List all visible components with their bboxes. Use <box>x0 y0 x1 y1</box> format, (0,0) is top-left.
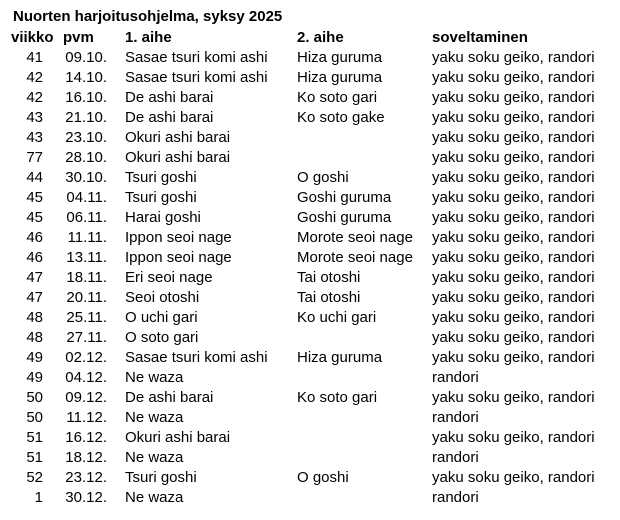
cell-week: 51 <box>26 429 43 446</box>
cell-date: 16.12. <box>65 429 107 446</box>
cell-topic2: Hiza guruma <box>297 69 383 86</box>
cell-date: 27.11. <box>66 329 107 346</box>
table-row <box>0 308 612 328</box>
cell-topic2 <box>287 368 422 388</box>
cell-topic2: Goshi guruma <box>297 189 392 206</box>
cell-topic1: Seoi otoshi <box>125 289 200 306</box>
cell-date: 30.10. <box>65 169 107 186</box>
cell-topic2: Ko soto gari <box>297 389 378 406</box>
cell-topic2 <box>287 148 422 168</box>
cell-topic1: O soto gari <box>125 329 199 346</box>
cell-topic1: Okuri ashi barai <box>125 149 231 166</box>
cell-week: 45 <box>26 189 43 206</box>
table-row <box>0 368 612 388</box>
cell-topic2 <box>287 408 422 428</box>
cell-topic1: Sasae tsuri komi ashi <box>125 69 268 86</box>
cell-date: 06.11. <box>66 209 107 226</box>
cell-application: yaku soku geiko, randori <box>432 329 595 346</box>
cell-application: yaku soku geiko, randori <box>432 189 595 206</box>
cell-date: 09.10. <box>65 49 107 66</box>
column-header-week: viikko <box>11 29 54 46</box>
cell-topic1: Ne waza <box>125 449 184 466</box>
cell-application: yaku soku geiko, randori <box>432 129 595 146</box>
cell-date: 04.12. <box>65 369 107 386</box>
cell-week: 77 <box>26 149 43 166</box>
cell-topic2: Goshi guruma <box>297 209 392 226</box>
cell-application: yaku soku geiko, randori <box>432 169 595 186</box>
table-row <box>0 68 612 88</box>
cell-date: 02.12. <box>65 349 107 366</box>
cell-topic2 <box>287 448 422 468</box>
cell-application: randori <box>432 449 479 466</box>
cell-topic1: Tsuri goshi <box>125 189 197 206</box>
cell-application: yaku soku geiko, randori <box>432 49 595 66</box>
cell-date: 09.12. <box>65 389 107 406</box>
column-header-date: pvm <box>63 29 94 46</box>
table-row <box>0 408 612 428</box>
cell-week: 46 <box>26 249 43 266</box>
cell-date: 21.10. <box>65 109 107 126</box>
table-row <box>0 208 612 228</box>
cell-topic2: Morote seoi nage <box>297 229 413 246</box>
table-row <box>0 268 612 288</box>
cell-topic1: Ne waza <box>125 369 184 386</box>
cell-topic2: Hiza guruma <box>297 349 383 366</box>
cell-application: yaku soku geiko, randori <box>432 229 595 246</box>
cell-date: 14.10. <box>65 69 107 86</box>
table-row <box>0 48 612 68</box>
table-row <box>0 448 612 468</box>
cell-date: 11.12. <box>66 409 107 426</box>
cell-week: 45 <box>26 209 43 226</box>
cell-topic1: Sasae tsuri komi ashi <box>125 349 268 366</box>
cell-topic1: Sasae tsuri komi ashi <box>125 49 268 66</box>
cell-date: 16.10. <box>65 89 107 106</box>
cell-topic1: De ashi barai <box>125 89 214 106</box>
cell-week: 41 <box>26 49 43 66</box>
cell-topic1: Okuri ashi barai <box>125 129 231 146</box>
cell-date: 28.10. <box>65 149 107 166</box>
cell-application: yaku soku geiko, randori <box>432 109 595 126</box>
cell-topic2 <box>287 328 422 348</box>
table-row <box>0 348 612 368</box>
table-row <box>0 248 612 268</box>
cell-topic1: O uchi gari <box>125 309 198 326</box>
cell-topic1: Tsuri goshi <box>125 169 197 186</box>
cell-week: 42 <box>26 69 43 86</box>
cell-topic1: Ippon seoi nage <box>125 229 232 246</box>
table-row <box>0 228 612 248</box>
cell-topic1: Tsuri goshi <box>125 469 197 486</box>
cell-week: 49 <box>26 369 43 386</box>
cell-topic1: Okuri ashi barai <box>125 429 231 446</box>
cell-date: 30.12. <box>65 489 107 506</box>
table-row <box>0 128 612 148</box>
cell-topic2: Morote seoi nage <box>297 249 413 266</box>
table-row <box>0 388 612 408</box>
cell-week: 43 <box>26 109 43 126</box>
column-header-application: soveltaminen <box>432 29 528 46</box>
cell-week: 50 <box>26 409 43 426</box>
cell-topic2: Tai otoshi <box>297 289 361 306</box>
table-row <box>0 188 612 208</box>
cell-application: randori <box>432 489 479 506</box>
cell-date: 23.12. <box>65 469 107 486</box>
table-row <box>0 108 612 128</box>
table-row <box>0 428 612 448</box>
cell-date: 11.11. <box>67 229 107 246</box>
table-row <box>0 288 612 308</box>
cell-application: yaku soku geiko, randori <box>432 249 595 266</box>
cell-topic2 <box>287 128 422 148</box>
cell-application: randori <box>432 369 479 386</box>
cell-week: 47 <box>26 269 43 286</box>
cell-topic1: De ashi barai <box>125 389 214 406</box>
cell-date: 23.10. <box>65 129 107 146</box>
cell-date: 18.11. <box>66 269 107 286</box>
cell-application: yaku soku geiko, randori <box>432 149 595 166</box>
cell-date: 18.12. <box>65 449 107 466</box>
cell-week: 1 <box>34 489 43 506</box>
cell-date: 13.11. <box>66 249 107 266</box>
table-row <box>0 88 612 108</box>
cell-topic2: O goshi <box>297 169 349 186</box>
cell-topic1: Harai goshi <box>125 209 201 226</box>
cell-topic1: Ne waza <box>125 489 184 506</box>
cell-application: yaku soku geiko, randori <box>432 69 595 86</box>
cell-week: 43 <box>26 129 43 146</box>
cell-application: yaku soku geiko, randori <box>432 269 595 286</box>
table-body <box>0 48 612 508</box>
table-row <box>0 148 612 168</box>
header-row <box>0 28 612 48</box>
cell-week: 49 <box>26 349 43 366</box>
cell-week: 46 <box>26 229 43 246</box>
table-row <box>0 488 612 508</box>
table-row <box>0 168 612 188</box>
cell-date: 25.11. <box>66 309 107 326</box>
cell-week: 52 <box>26 469 43 486</box>
cell-topic1: De ashi barai <box>125 109 214 126</box>
cell-application: yaku soku geiko, randori <box>432 349 595 366</box>
cell-application: yaku soku geiko, randori <box>432 469 595 486</box>
cell-week: 50 <box>26 389 43 406</box>
table-row <box>0 328 612 348</box>
cell-week: 48 <box>26 329 43 346</box>
cell-topic2: Ko soto gari <box>297 89 378 106</box>
table-header <box>0 28 612 48</box>
cell-application: randori <box>432 409 479 426</box>
cell-date: 04.11. <box>66 189 107 206</box>
cell-week: 51 <box>26 449 43 466</box>
cell-topic1: Ippon seoi nage <box>125 249 232 266</box>
cell-topic2 <box>287 488 422 508</box>
cell-week: 42 <box>26 89 43 106</box>
cell-week: 48 <box>26 309 43 326</box>
cell-topic2: Hiza guruma <box>297 49 383 66</box>
cell-topic2 <box>287 428 422 448</box>
cell-topic2: Tai otoshi <box>297 269 361 286</box>
cell-application: yaku soku geiko, randori <box>432 429 595 446</box>
cell-application: yaku soku geiko, randori <box>432 209 595 226</box>
cell-application: yaku soku geiko, randori <box>432 89 595 106</box>
cell-week: 44 <box>26 169 43 186</box>
column-header-topic1: 1. aihe <box>125 29 172 46</box>
cell-topic2: O goshi <box>297 469 349 486</box>
table-row <box>0 468 612 488</box>
cell-topic2: Ko soto gake <box>297 109 385 126</box>
cell-topic1: Eri seoi nage <box>125 269 213 286</box>
cell-date: 20.11. <box>66 289 107 306</box>
cell-application: yaku soku geiko, randori <box>432 389 595 406</box>
cell-application: yaku soku geiko, randori <box>432 309 595 326</box>
cell-topic1: Ne waza <box>125 409 184 426</box>
training-schedule-table <box>0 28 612 508</box>
page-title: Nuorten harjoitusohjelma, syksy 2025 <box>13 8 283 25</box>
cell-topic2: Ko uchi gari <box>297 309 377 326</box>
column-header-topic2: 2. aihe <box>297 29 344 46</box>
cell-week: 47 <box>26 289 43 306</box>
cell-application: yaku soku geiko, randori <box>432 289 595 306</box>
